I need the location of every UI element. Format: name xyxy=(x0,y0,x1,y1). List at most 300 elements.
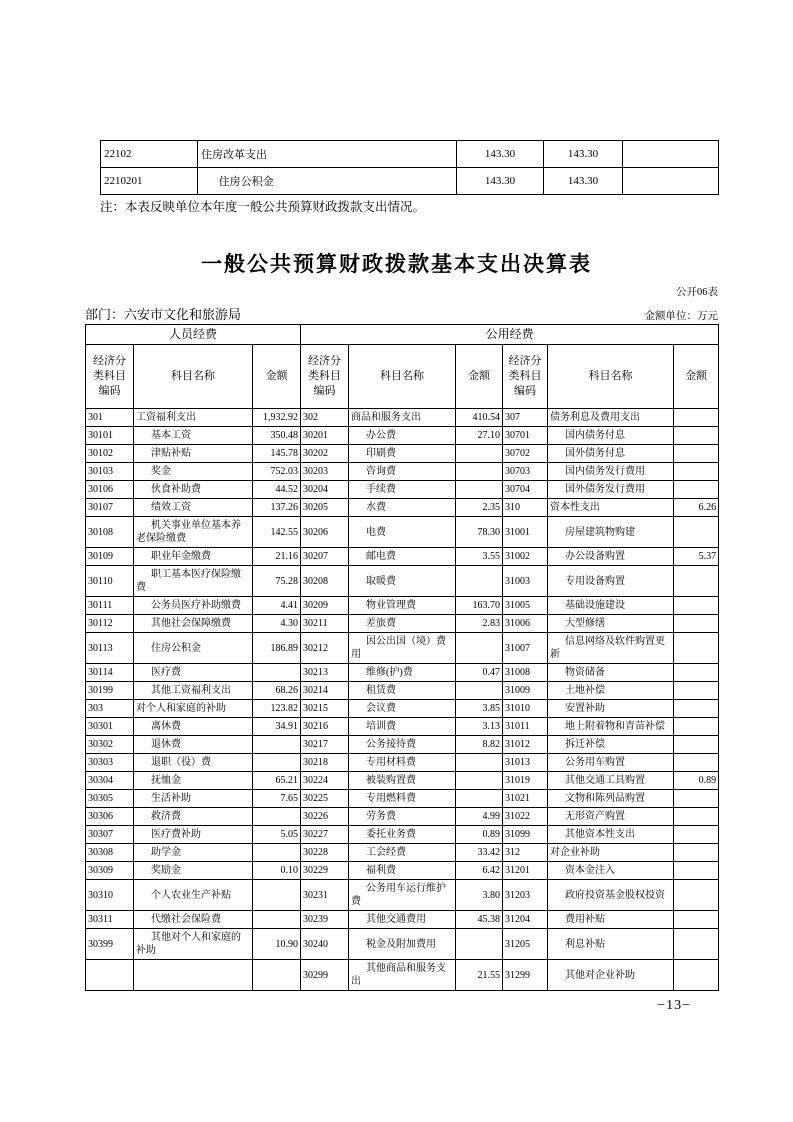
subject-name-cell: 生活补助 xyxy=(134,790,253,808)
amount-cell: 33.42 xyxy=(456,844,503,862)
previous-table-fragment xyxy=(100,140,718,195)
basic-expenditure-table-wrap xyxy=(85,324,718,991)
col-header-amount-3: 金额 xyxy=(674,345,719,409)
economic-class-code-cell: 307 xyxy=(503,409,548,427)
subject-name-cell: 公务接待费 xyxy=(349,736,456,754)
table-row xyxy=(86,754,719,772)
economic-class-code-cell: 30209 xyxy=(301,597,349,615)
table-row xyxy=(86,633,719,664)
subject-name-cell: 职业年金缴费 xyxy=(134,548,253,566)
table-row xyxy=(86,736,719,754)
subject-name-cell: 基本工资 xyxy=(134,427,253,445)
economic-class-code-cell: 30107 xyxy=(86,499,134,517)
page-number: −13− xyxy=(657,998,691,1013)
amount-cell: 6.42 xyxy=(456,862,503,880)
economic-class-code-cell: 31002 xyxy=(503,548,548,566)
economic-class-code-cell: 30112 xyxy=(86,615,134,633)
table-row xyxy=(86,597,719,615)
subject-name-cell: 专用燃料费 xyxy=(349,790,456,808)
amount-cell xyxy=(456,566,503,597)
table-row xyxy=(86,862,719,880)
economic-class-code-cell: 30207 xyxy=(301,548,349,566)
amount-cell xyxy=(456,754,503,772)
economic-class-code-cell: 30704 xyxy=(503,481,548,499)
table-row xyxy=(86,445,719,463)
subject-name-cell: 手续费 xyxy=(349,481,456,499)
subject-name-cell: 利息补贴 xyxy=(548,929,674,960)
economic-class-code-cell: 30109 xyxy=(86,548,134,566)
amount-cell: 4.99 xyxy=(456,808,503,826)
amount-cell xyxy=(674,960,719,991)
subject-name-cell: 对企业补助 xyxy=(548,844,674,862)
table-row xyxy=(86,929,719,960)
subject-name-cell: 被装购置费 xyxy=(349,772,456,790)
amount-cell xyxy=(674,790,719,808)
amount-cell xyxy=(674,826,719,844)
table-row xyxy=(86,790,719,808)
economic-class-code-cell: 31013 xyxy=(503,754,548,772)
subject-name-cell: 离休费 xyxy=(134,718,253,736)
subject-name-cell: 税金及附加费用 xyxy=(349,929,456,960)
amount-cell xyxy=(674,736,719,754)
subject-code-cell: 2210201 xyxy=(101,168,198,195)
economic-class-code-cell: 30218 xyxy=(301,754,349,772)
amount-cell xyxy=(674,445,719,463)
amount-cell: 137.26 xyxy=(253,499,301,517)
subject-name-cell: 伙食补助费 xyxy=(134,481,253,499)
economic-class-code-cell: 30701 xyxy=(503,427,548,445)
table-row xyxy=(86,808,719,826)
amount-cell xyxy=(674,517,719,548)
subject-name-cell: 物业管理费 xyxy=(349,597,456,615)
subject-name-cell: 差旅费 xyxy=(349,615,456,633)
amount-cell: 68.26 xyxy=(253,682,301,700)
table-row xyxy=(86,615,719,633)
col-header-amount-2: 金额 xyxy=(456,345,503,409)
amount-cell: 3.80 xyxy=(456,880,503,911)
subject-name-cell: 其他交通工具购置 xyxy=(548,772,674,790)
economic-class-code-cell: 30303 xyxy=(86,754,134,772)
subject-name-cell xyxy=(134,960,253,991)
subject-name-cell: 奖励金 xyxy=(134,862,253,880)
subject-name-cell: 因公出国（境）费用 xyxy=(349,633,456,664)
subject-name-cell: 水费 xyxy=(349,499,456,517)
subject-name-cell: 抚恤金 xyxy=(134,772,253,790)
economic-class-code-cell: 30229 xyxy=(301,862,349,880)
economic-class-code-cell: 312 xyxy=(503,844,548,862)
economic-class-code-cell: 30102 xyxy=(86,445,134,463)
table-row xyxy=(86,427,719,445)
amount-cell xyxy=(253,844,301,862)
table-row xyxy=(86,566,719,597)
subject-name-cell: 其他社会保障缴费 xyxy=(134,615,253,633)
table-row xyxy=(101,141,719,168)
department-label: 部门：六安市文化和旅游局 xyxy=(85,307,242,322)
amount-cell: 6.26 xyxy=(674,499,719,517)
amount-cell xyxy=(674,682,719,700)
amount-cell: 145.78 xyxy=(253,445,301,463)
col-header-name-2: 科目名称 xyxy=(349,345,456,409)
subject-name-cell: 电费 xyxy=(349,517,456,548)
amount-cell xyxy=(253,664,301,682)
subject-name-cell: 其他工资福利支出 xyxy=(134,682,253,700)
amount-cell: 3.13 xyxy=(456,718,503,736)
subject-name-cell: 助学金 xyxy=(134,844,253,862)
amount-cell: 27.10 xyxy=(456,427,503,445)
economic-class-code-cell: 30201 xyxy=(301,427,349,445)
subject-name-cell: 资本金注入 xyxy=(548,862,674,880)
economic-class-code-cell: 30208 xyxy=(301,566,349,597)
amount-cell xyxy=(674,718,719,736)
amount-cell: 142.55 xyxy=(253,517,301,548)
amount-cell xyxy=(623,168,719,195)
economic-class-code-cell: 30227 xyxy=(301,826,349,844)
economic-class-code-cell: 31011 xyxy=(503,718,548,736)
subject-name-cell: 文物和陈列品购置 xyxy=(548,790,674,808)
economic-class-code-cell: 30307 xyxy=(86,826,134,844)
subject-name-cell: 费用补贴 xyxy=(548,911,674,929)
subject-name-cell: 会议费 xyxy=(349,700,456,718)
amount-cell xyxy=(456,929,503,960)
amount-cell xyxy=(623,141,719,168)
table-row xyxy=(86,718,719,736)
amount-cell: 123.82 xyxy=(253,700,301,718)
subject-name-cell: 代缴社会保险费 xyxy=(134,911,253,929)
amount-cell: 44.52 xyxy=(253,481,301,499)
economic-class-code-cell: 30202 xyxy=(301,445,349,463)
amount-cell: 8.82 xyxy=(456,736,503,754)
economic-class-code-cell: 30205 xyxy=(301,499,349,517)
subject-name-cell: 物资储备 xyxy=(548,664,674,682)
economic-class-code-cell: 30306 xyxy=(86,808,134,826)
table-row xyxy=(86,772,719,790)
subject-name-cell: 地上附着物和青苗补偿 xyxy=(548,718,674,736)
amount-cell xyxy=(674,862,719,880)
amount-cell xyxy=(253,808,301,826)
subject-name-cell: 办公设备购置 xyxy=(548,548,674,566)
economic-class-code-cell: 30302 xyxy=(86,736,134,754)
economic-class-code-cell: 30204 xyxy=(301,481,349,499)
amount-cell xyxy=(674,911,719,929)
economic-class-code-cell: 30203 xyxy=(301,463,349,481)
col-header-code-1: 经济分类科目编码 xyxy=(86,345,134,409)
amount-cell xyxy=(674,427,719,445)
column-header-row xyxy=(86,345,719,409)
economic-class-code-cell: 30213 xyxy=(301,664,349,682)
economic-class-code-cell: 31008 xyxy=(503,664,548,682)
amount-cell: 5.05 xyxy=(253,826,301,844)
col-header-code-3: 经济分类科目编码 xyxy=(503,345,548,409)
economic-class-code-cell: 31204 xyxy=(503,911,548,929)
subject-name-cell: 专用材料费 xyxy=(349,754,456,772)
amount-cell xyxy=(674,409,719,427)
subject-name-cell: 专用设备购置 xyxy=(548,566,674,597)
amount-cell: 21.16 xyxy=(253,548,301,566)
economic-class-code-cell: 30224 xyxy=(301,772,349,790)
subject-name-cell: 津贴补贴 xyxy=(134,445,253,463)
amount-cell: 0.89 xyxy=(456,826,503,844)
subject-name-cell: 公务用车购置 xyxy=(548,754,674,772)
amount-cell: 2.83 xyxy=(456,615,503,633)
subject-name-cell: 退休费 xyxy=(134,736,253,754)
subject-name-cell: 印刷费 xyxy=(349,445,456,463)
amount-cell: 75.28 xyxy=(253,566,301,597)
subject-name-cell: 租赁费 xyxy=(349,682,456,700)
economic-class-code-cell: 30101 xyxy=(86,427,134,445)
table-row xyxy=(86,664,719,682)
economic-class-code-cell: 30231 xyxy=(301,880,349,911)
amount-cell: 0.10 xyxy=(253,862,301,880)
economic-class-code-cell: 30217 xyxy=(301,736,349,754)
amount-cell: 143.30 xyxy=(544,168,623,195)
table-row xyxy=(86,481,719,499)
economic-class-code-cell: 30110 xyxy=(86,566,134,597)
economic-class-code-cell: 301 xyxy=(86,409,134,427)
amount-cell xyxy=(456,682,503,700)
subject-name-cell: 其他资本性支出 xyxy=(548,826,674,844)
subject-name-cell: 拆迁补偿 xyxy=(548,736,674,754)
economic-class-code-cell: 30113 xyxy=(86,633,134,664)
economic-class-code-cell: 31022 xyxy=(503,808,548,826)
amount-cell xyxy=(674,880,719,911)
subject-name-cell: 奖金 xyxy=(134,463,253,481)
economic-class-code-cell: 30215 xyxy=(301,700,349,718)
table-meta-row xyxy=(85,302,718,323)
amount-cell xyxy=(253,960,301,991)
economic-class-code-cell: 30240 xyxy=(301,929,349,960)
subject-name-cell: 国内债务付息 xyxy=(548,427,674,445)
economic-class-code-cell: 31201 xyxy=(503,862,548,880)
economic-class-code-cell: 30301 xyxy=(86,718,134,736)
group-header-row xyxy=(86,325,719,345)
subject-name-cell: 国内债务发行费用 xyxy=(548,463,674,481)
economic-class-code-cell: 31099 xyxy=(503,826,548,844)
economic-class-code-cell: 31205 xyxy=(503,929,548,960)
amount-cell xyxy=(456,633,503,664)
economic-class-code-cell: 30305 xyxy=(86,790,134,808)
group-header-personnel: 人员经费 xyxy=(86,325,301,345)
table-row xyxy=(86,960,719,991)
subject-name-cell: 其他对个人和家庭的补助 xyxy=(134,929,253,960)
amount-cell: 143.30 xyxy=(544,141,623,168)
subject-name-cell: 房屋建筑物购建 xyxy=(548,517,674,548)
subject-name-cell: 培训费 xyxy=(349,718,456,736)
table-row xyxy=(86,548,719,566)
table-note: 注：本表反映单位本年度一般公共预算财政拨款支出情况。 xyxy=(100,200,426,214)
amount-cell xyxy=(674,481,719,499)
subject-name-cell: 大型修缮 xyxy=(548,615,674,633)
amount-cell xyxy=(456,481,503,499)
subject-name-cell: 维修(护)费 xyxy=(349,664,456,682)
amount-cell: 0.89 xyxy=(674,772,719,790)
page-title: 一般公共预算财政拨款基本支出决算表 xyxy=(201,253,592,276)
col-header-amount-1: 金额 xyxy=(253,345,301,409)
economic-class-code-cell: 30310 xyxy=(86,880,134,911)
subject-code-cell: 22102 xyxy=(101,141,198,168)
subject-name-cell: 委托业务费 xyxy=(349,826,456,844)
subject-name-cell: 公务员医疗补助缴费 xyxy=(134,597,253,615)
col-header-name-1: 科目名称 xyxy=(134,345,253,409)
economic-class-code-cell: 30309 xyxy=(86,862,134,880)
table-row xyxy=(86,844,719,862)
subject-name-cell: 工会经费 xyxy=(349,844,456,862)
economic-class-code-cell: 30206 xyxy=(301,517,349,548)
economic-class-code-cell: 31019 xyxy=(503,772,548,790)
economic-class-code-cell: 30399 xyxy=(86,929,134,960)
economic-class-code-cell: 30703 xyxy=(503,463,548,481)
basic-expenditure-table xyxy=(85,324,719,991)
table-row xyxy=(86,517,719,548)
economic-class-code-cell: 31009 xyxy=(503,682,548,700)
subject-name-cell: 劳务费 xyxy=(349,808,456,826)
table-row xyxy=(86,880,719,911)
group-header-public: 公用经费 xyxy=(301,325,719,345)
table-row xyxy=(86,409,719,427)
subject-name-cell: 咨询费 xyxy=(349,463,456,481)
amount-cell xyxy=(674,463,719,481)
subject-name-cell: 退职（役）费 xyxy=(134,754,253,772)
amount-cell xyxy=(456,772,503,790)
economic-class-code-cell: 31299 xyxy=(503,960,548,991)
economic-class-code-cell: 30216 xyxy=(301,718,349,736)
economic-class-code-cell: 30308 xyxy=(86,844,134,862)
economic-class-code-cell: 30114 xyxy=(86,664,134,682)
subject-name-cell: 职工基本医疗保险缴费 xyxy=(134,566,253,597)
col-header-name-3: 科目名称 xyxy=(548,345,674,409)
amount-cell: 3.55 xyxy=(456,548,503,566)
amount-cell: 5.37 xyxy=(674,548,719,566)
table-row xyxy=(86,463,719,481)
economic-class-code-cell: 31007 xyxy=(503,633,548,664)
amount-cell: 7.65 xyxy=(253,790,301,808)
economic-class-code-cell: 31203 xyxy=(503,880,548,911)
economic-class-code-cell: 30311 xyxy=(86,911,134,929)
amount-cell: 163.70 xyxy=(456,597,503,615)
amount-cell: 34.91 xyxy=(253,718,301,736)
amount-cell: 186.89 xyxy=(253,633,301,664)
economic-class-code-cell: 30228 xyxy=(301,844,349,862)
subject-name-cell: 基础设施建设 xyxy=(548,597,674,615)
subject-name-cell: 救济费 xyxy=(134,808,253,826)
amount-cell: 1,932.92 xyxy=(253,409,301,427)
subject-name-cell: 商品和服务支出 xyxy=(349,409,456,427)
economic-class-code-cell: 30211 xyxy=(301,615,349,633)
housing-expense-table xyxy=(100,140,719,195)
subject-name-cell: 取暖费 xyxy=(349,566,456,597)
amount-cell: 65.21 xyxy=(253,772,301,790)
subject-name-cell: 福利费 xyxy=(349,862,456,880)
subject-name-cell: 其他对企业补助 xyxy=(548,960,674,991)
economic-class-code-cell: 31006 xyxy=(503,615,548,633)
economic-class-code-cell: 30299 xyxy=(301,960,349,991)
economic-class-code-cell: 31021 xyxy=(503,790,548,808)
subject-name-cell: 公务用车运行维护费 xyxy=(349,880,456,911)
subject-name-cell: 国外债务付息 xyxy=(548,445,674,463)
economic-class-code-cell: 30239 xyxy=(301,911,349,929)
economic-class-code-cell: 30226 xyxy=(301,808,349,826)
economic-class-code-cell: 310 xyxy=(503,499,548,517)
amount-cell xyxy=(674,929,719,960)
subject-name-cell: 工资福利支出 xyxy=(134,409,253,427)
economic-class-code-cell xyxy=(86,960,134,991)
amount-cell xyxy=(456,790,503,808)
amount-cell: 3.85 xyxy=(456,700,503,718)
amount-cell xyxy=(456,445,503,463)
economic-class-code-cell: 31001 xyxy=(503,517,548,548)
subject-name-cell: 住房公积金 xyxy=(134,633,253,664)
subject-name-cell: 资本性支出 xyxy=(548,499,674,517)
table-row xyxy=(86,700,719,718)
economic-class-code-cell: 30225 xyxy=(301,790,349,808)
subject-name-cell: 个人农业生产补贴 xyxy=(134,880,253,911)
amount-cell xyxy=(674,844,719,862)
table-number-label: 公开06表 xyxy=(676,287,718,298)
subject-name-cell: 土地补偿 xyxy=(548,682,674,700)
economic-class-code-cell: 30214 xyxy=(301,682,349,700)
economic-class-code-cell: 30304 xyxy=(86,772,134,790)
economic-class-code-cell: 30106 xyxy=(86,481,134,499)
amount-cell xyxy=(674,754,719,772)
subject-name-cell: 无形资产购置 xyxy=(548,808,674,826)
amount-cell xyxy=(253,911,301,929)
amount-cell xyxy=(674,597,719,615)
amount-cell: 4.41 xyxy=(253,597,301,615)
amount-cell: 350.48 xyxy=(253,427,301,445)
amount-cell: 0.47 xyxy=(456,664,503,682)
subject-name-cell: 政府投资基金股权投资 xyxy=(548,880,674,911)
table-row xyxy=(101,168,719,195)
amount-cell xyxy=(674,566,719,597)
amount-cell xyxy=(674,633,719,664)
amount-cell xyxy=(253,736,301,754)
economic-class-code-cell: 30111 xyxy=(86,597,134,615)
subject-name-cell: 住房改革支出 xyxy=(198,141,457,168)
amount-cell xyxy=(456,463,503,481)
economic-class-code-cell: 30212 xyxy=(301,633,349,664)
amount-cell xyxy=(253,880,301,911)
economic-class-code-cell: 31003 xyxy=(503,566,548,597)
amount-cell: 2.35 xyxy=(456,499,503,517)
subject-name-cell: 其他商品和服务支出 xyxy=(349,960,456,991)
economic-class-code-cell: 30103 xyxy=(86,463,134,481)
subject-name-cell: 债务利息及费用支出 xyxy=(548,409,674,427)
subject-name-cell: 机关事业单位基本养老保险缴费 xyxy=(134,517,253,548)
subject-name-cell: 邮电费 xyxy=(349,548,456,566)
table-row xyxy=(86,499,719,517)
economic-class-code-cell: 30199 xyxy=(86,682,134,700)
amount-cell xyxy=(674,615,719,633)
subject-name-cell: 其他交通费用 xyxy=(349,911,456,929)
economic-class-code-cell: 31005 xyxy=(503,597,548,615)
subject-name-cell: 对个人和家庭的补助 xyxy=(134,700,253,718)
subject-name-cell: 住房公积金 xyxy=(198,168,457,195)
amount-cell: 143.30 xyxy=(457,168,544,195)
col-header-code-2: 经济分类科目编码 xyxy=(301,345,349,409)
subject-name-cell: 安置补助 xyxy=(548,700,674,718)
subject-name-cell: 医疗费 xyxy=(134,664,253,682)
amount-cell: 4.30 xyxy=(253,615,301,633)
economic-class-code-cell: 303 xyxy=(86,700,134,718)
economic-class-code-cell: 302 xyxy=(301,409,349,427)
subject-name-cell: 办公费 xyxy=(349,427,456,445)
amount-cell: 410.54 xyxy=(456,409,503,427)
table-row xyxy=(86,911,719,929)
table-row xyxy=(86,682,719,700)
amount-cell: 78.30 xyxy=(456,517,503,548)
subject-name-cell: 医疗费补助 xyxy=(134,826,253,844)
amount-cell xyxy=(674,700,719,718)
amount-cell xyxy=(253,754,301,772)
